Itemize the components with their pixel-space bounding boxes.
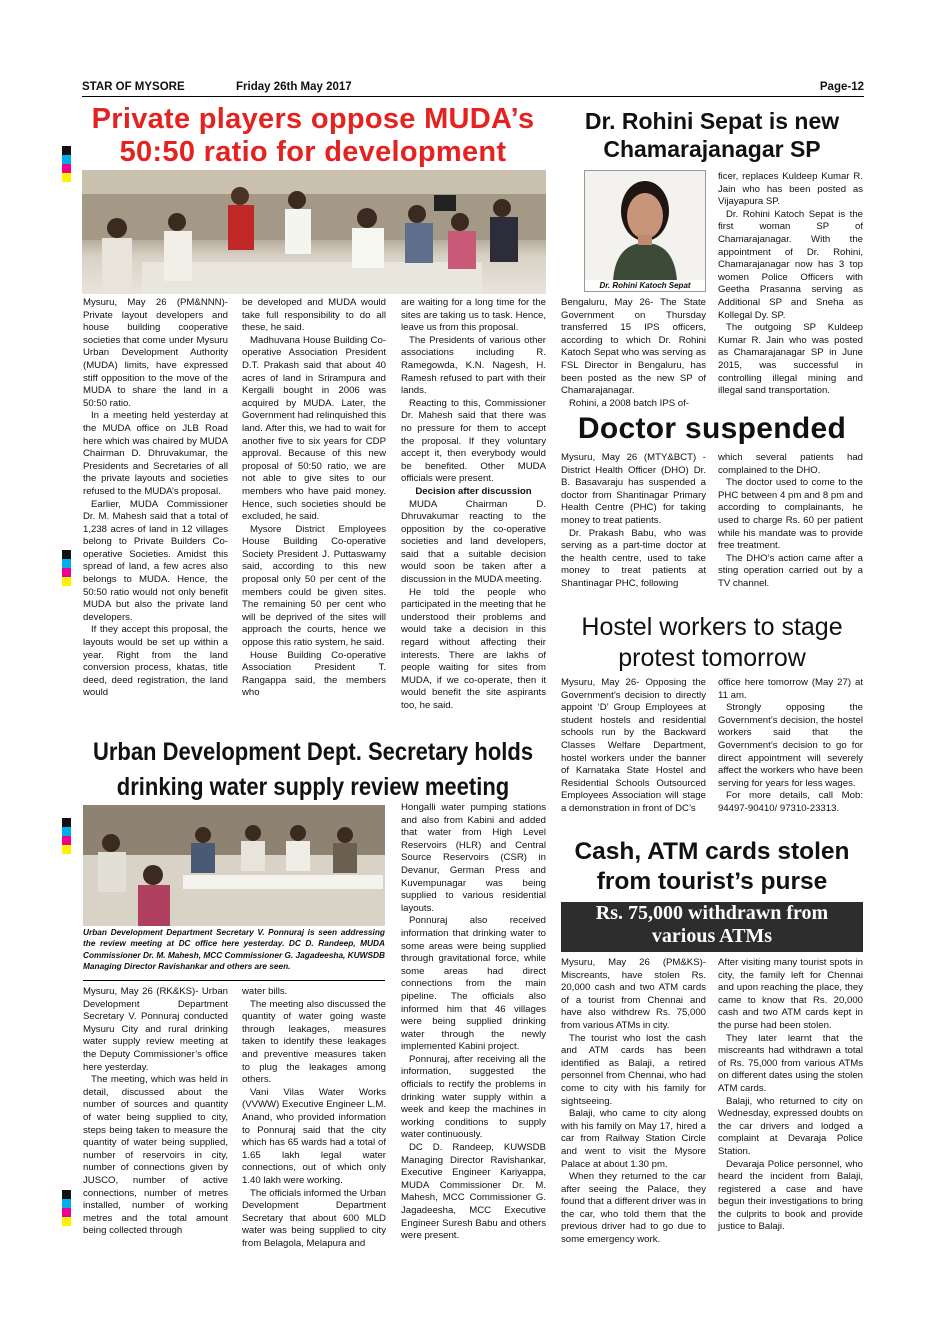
sp-headline — [558, 107, 866, 163]
water-headline-line2: drinking water supply review meeting — [116, 772, 510, 801]
doctor-headline: Doctor suspended — [577, 412, 847, 445]
muda-meeting-photo — [82, 170, 546, 294]
paragraph: The doctor used to come to the PHC between 4 pm and 8 pm and according to complainants, he used to charge Rs. 60 per patient while his mandate was to provide free treatment. — [718, 477, 863, 552]
paragraph: Dr. Rohini Katoch Sepat is the first woman SP of Chamarajanagar. With the appointment of Dr. Rohini, Chamarajanagar now has 3 top women Police Officers with Geetha Prasanna serving as Additional SP and Sneha as Kollegal Dy. SP. — [718, 208, 863, 321]
paragraph: Mysuru, May 26- Opposing the Government’s decision to directly appoint ‘D’ Group Employees at student hostels and residential schools run by the Backward Classes Welfare Department, hostel workers under the banner of Karnataka State Hostel and Residential Schools Outsourced Employees Association will stage a demonstration in front of DC’s — [561, 677, 706, 814]
registration-marks-middle — [62, 550, 71, 586]
paragraph: Reacting to this, Commissioner Dr. Mahesh said that there was no pressure for them to accept the proposal. If they voluntary accept it, then everybody would be benefited. Other MUDA officials were present. — [401, 397, 546, 485]
paragraph: The DHO’s action came after a sting operation carried out by a TV channel. — [718, 552, 863, 589]
water-meeting-photo — [83, 805, 385, 926]
hostel-column-right — [718, 677, 863, 816]
sp-column-right — [718, 171, 863, 398]
paragraph: After visiting many tourist spots in city, the family left for Chennai and upon reaching the place, they came to know that Rs. 20,000 cash and two ATM cards kept in the purse had been stolen. — [718, 957, 863, 1031]
paragraph: Bengaluru, May 26- The State Government on Thursday transferred 15 IPS officers, according to which Dr. Rohini Katoch Sepat who was serving as FSL Director in Bengaluru, has been posted as the new SP of Chamarajanagar. — [561, 297, 706, 397]
paragraph: Madhuvana House Building Co-operative Association President D.T. Prakash said that about 40 acres of land in Srirampura and Kergalli bought in 2006 was acquired by MUDA. Later, the Government had relinquished this land. After this, we had to wait for another five to six years for CDP approval. Because of this new proposal of 50:50 ratio, we are not able to give sites to our members who have paid money. Hence, such societies should be excluded, he said. — [242, 334, 386, 523]
paragraph: Balaji, who returned to city on Wednesday, expressed doubts on the car drivers and lodged a complaint at Devaraja Police Station. — [718, 1095, 863, 1157]
paragraph: Strongly opposing the Government’s decision, the hostel workers said that the Government’s decision to go for direct appointment will severely affect the workers who have been serving for years for less wages. — [718, 702, 863, 789]
paragraph: The Presidents of various other associations including R. Ramegowda, K.N. Nagesh, H. Ramesh refused to part with their lands. — [401, 334, 546, 397]
page-number: Page-12 — [819, 81, 864, 93]
paragraph: They later learnt that the miscreants had withdrawn a total of Rs. 75,000 from various ATMs on different dates using the stolen ATM cards. — [718, 1032, 863, 1094]
sp-column-left — [561, 297, 706, 410]
atm-subheadline-line1: Rs. 75,000 withdrawn from — [595, 902, 829, 924]
paragraph: Mysore District Employees House Building Co-operative Society President J. Puttaswamy said, according to this new proposal only 50 per cent of the members could be given sites. The remaining 50 per cent who will be deprived of the sites will approach the courts, hence we oppose this ratio system, he said. — [242, 523, 386, 649]
atm-headline — [556, 837, 868, 897]
paragraph: Dr. Prakash Babu, who was serving as a part-time doctor at the health centre, used to take money to treat patients at Shantinagar PHC, following — [561, 527, 706, 589]
paragraph: Ponnuraj also received information that drinking water to some areas were being supplied through gravitational force, while some areas had direct connections from the main pipeline. The officials also informed him that 46 villages were being supplied drinking water through the newly implemented Kabini project. — [401, 915, 546, 1053]
atm-subheadline-line2: various ATMs — [651, 925, 773, 947]
registration-marks-bottom — [62, 1190, 71, 1226]
caption-divider — [83, 980, 385, 981]
muda-column-3 — [401, 297, 546, 713]
paragraph: In a meeting held yesterday at the MUDA office on JLB Road here which was chaired by MUDA Chairman D. Dhruvakumar, the Presidents and Secretaries of all the private layouts and societies refused to the MUDA’s proposal. — [83, 410, 228, 497]
paragraph: Mysuru, May 26 (PM&NNN)- Private layout developers and house building cooperative societies that come under Mysuru Urban Development Authority (MUDA) limits, have expressed stiff opposition to the move of the MUDA to share the land in a 50:50 ratio. — [83, 297, 228, 409]
doctor-column-right — [718, 452, 863, 591]
paragraph: Mysuru, May 26 (PM&KS)- Miscreants, have stolen Rs. 20,000 cash and two ATM cards of a tourist from Chennai and have also withdrew Rs. 75,000 from various ATMs in city. — [561, 957, 706, 1031]
paragraph: Mysuru, May 26 (MTY&BCT) - District Health Officer (DHO) Dr. B. Basavaraju has suspended a doctor from Shantinagar Primary Health Centre (PHC) for taking money to treat patients. — [561, 452, 706, 526]
paragraph: He told the people who participated in the meeting that he understood their problems and would take a decision in this regard without affecting their interests. There are lakhs of people waiting for sites from MUDA, if we co-operate, then it would benefit the site aspirants too, he said. — [401, 586, 546, 711]
doctor-column-left — [561, 452, 706, 591]
paragraph: Hongalli water pumping stations and also from Kabini and added that water from High Level Reservoirs (HLR) and Central Source Reservoirs (CSR) in Devanur, German Press and Kuvempunagar was being supplied to various residential layouts. — [401, 802, 546, 914]
atm-column-left — [561, 957, 706, 1247]
paragraph: Mysuru, May 26 (RK&KS)- Urban Development Department Secretary V. Ponnuraj conducted Mysuru City and rural drinking water supply review meeting at the Deputy Commissioner’s office here yesterday. — [83, 986, 228, 1073]
paragraph: water bills. — [242, 986, 288, 997]
paragraph: be developed and MUDA would take full responsibility to do all these, he said. — [242, 297, 386, 334]
subheading: Decision after discussion — [415, 485, 532, 497]
paragraph: House Building Co-operative Association President T. Rangappa said, the members who — [242, 649, 386, 699]
muda-headline-line1: Private players oppose MUDA’s — [91, 103, 535, 135]
sp-headline-line1: Dr. Rohini Sepat is new — [584, 108, 840, 134]
paragraph: Vani Vilas Water Works (VVWW) Executive Engineer L.M. Anand, who provided information to Ponnuraj said that the city which has 65 wards had a total of 1.65 lakh legal water connections, out of which only 1.40 lakh were working. — [242, 1086, 386, 1186]
water-column-3 — [401, 802, 546, 1243]
meeting-photo-illustration — [82, 170, 546, 294]
muda-headline-line2: 50:50 ratio for development — [119, 135, 507, 168]
paragraph: Ponnuraj, after receiving all the information, suggested the officials to rectify the problems in drinking water supply within a week and keep the machines in working conditions to supply water continuously. — [401, 1053, 546, 1141]
water-column-2 — [242, 986, 386, 1250]
muda-column-1 — [83, 297, 228, 700]
paragraph: MUDA Chairman D. Dhruvakumar reacting to the opposition by the co-operative societies and land developers, said that a suitable decision would soon be taken after a discussion in the MUDA meeting. — [401, 498, 546, 586]
paragraph: which several patients had complained to the DHO. — [718, 452, 863, 476]
paragraph: The officials informed the Urban Development Department Secretary that about 600 MLD water was being supplied to city from Belagola, Melapura and — [242, 1187, 386, 1249]
hostel-headline-line1: Hostel workers to stage — [581, 613, 843, 641]
paragraph: ficer, replaces Kuldeep Kumar R. Jain who has been posted as Vijayapura SP. — [718, 171, 863, 208]
masthead — [82, 80, 864, 97]
paragraph: Devaraja Police personnel, who heard the incident from Balaji, registered a case and have begun their investigations to bring the culprits to book and provide justice to Balaji. — [718, 1158, 863, 1233]
registration-marks-top — [62, 146, 71, 182]
atm-headline-line2: from tourist’s purse — [596, 868, 828, 895]
paragraph: The meeting, which was held in detail, discussed about the number of sources and quantity of water being supplied to city, steps being taken to measure the quantity of water being supplied, number of reservoirs in city, number of connections given by JUSCO, number of active connections, number of metres installed, number of working metres and the total amount being collected through — [83, 1074, 228, 1237]
sp-portrait — [584, 170, 706, 292]
muda-headline — [80, 103, 546, 169]
registration-marks-lower — [62, 818, 71, 854]
issue-date: Friday 26th May 2017 — [236, 81, 352, 93]
sp-photo-caption: Dr. Rohini Katoch Sepat — [585, 280, 705, 291]
paragraph: For more details, call Mob: 94497-90410/ 97310-23313. — [718, 790, 863, 814]
newspaper-name: STAR OF MYSORE — [82, 81, 185, 93]
paragraph: Rohini, a 2008 batch IPS of- — [569, 397, 689, 409]
atm-headline-line1: Cash, ATM cards stolen — [574, 838, 850, 865]
paragraph: The outgoing SP Kuldeep Kumar R. Jain who was posted as Chamarajanagar SP in June 2015, was successful in controlling illegal mining and illegal sand transportation. — [718, 322, 863, 397]
water-column-1 — [83, 986, 228, 1238]
water-headline-line1: Urban Development Dept. Secretary holds — [92, 737, 534, 766]
sp-headline-line2: Chamarajanagar SP — [603, 136, 821, 162]
hostel-headline — [558, 612, 866, 674]
paragraph: When they returned to the car after seeing the Palace, they found that a different driver was in the car, who told them that the previous driver had to go due to some emergency work. — [561, 1171, 706, 1246]
paragraph: DC D. Randeep, KUWSDB Managing Director Ravishankar, Executive Engineer Kariyappa, MUDA Commissioner Dr. M. Mahesh, MCC Commissioner G. Jagadeesha, MCC Executive Engineer Suresh Babu and others were present. — [401, 1142, 546, 1242]
muda-column-2 — [242, 297, 386, 700]
water-headline — [80, 734, 546, 803]
paragraph: The tourist who lost the cash and ATM cards has been identified as Balaji, a retired personnel from Chennai, who had come to city with his family for sightseeing. — [561, 1032, 706, 1107]
water-photo-caption: Urban Development Department Secretary V. Ponnuraj is seen addressing the review meeting at DC office here yesterday. DC D. Randeep, MUDA Commissioner Dr. M. Mahesh, MCC Commissioner G. Jagadeesha, KUWSDB Managing Director Ravishankar and others are seen. — [83, 927, 385, 971]
paragraph: If they accept this proposal, the layouts would be set up within a year. Right from the land conversion process, khatas, title deed, deed registration, the land would — [83, 624, 228, 699]
paragraph: office here tomorrow (May 27) at 11 am. — [718, 677, 863, 701]
hostel-column-left — [561, 677, 706, 816]
meeting-photo-illustration — [83, 805, 385, 926]
paragraph: Balaji, who came to city along with his family on May 17, hired a car from Railway Station Circle and went to visit the Mysore Palace at about 1.30 pm. — [561, 1108, 706, 1170]
atm-column-right — [718, 957, 863, 1234]
paragraph: are waiting for a long time for the sites are taking us to task. Hence, leave us from this proposal. — [401, 297, 546, 334]
atm-subheadline — [561, 902, 863, 952]
paragraph: The meeting also discussed the quantity of water going waste through leakages, measures taken to identify these leakages and preventive measures taken to plug the leakages among others. — [242, 998, 386, 1086]
portrait-illustration — [585, 171, 705, 281]
paragraph: Earlier, MUDA Commissioner Dr. M. Mahesh said that a total of 1,238 acres of land in 12 villages belong to Private Builders Co-operative Societies. Amidst this spread of land, a few acres also belongs to MUDA. Hence, the 50:50 ratio would not only benefit MUDA but also the private land developers. — [83, 498, 228, 623]
hostel-headline-line2: protest tomorrow — [618, 644, 806, 672]
